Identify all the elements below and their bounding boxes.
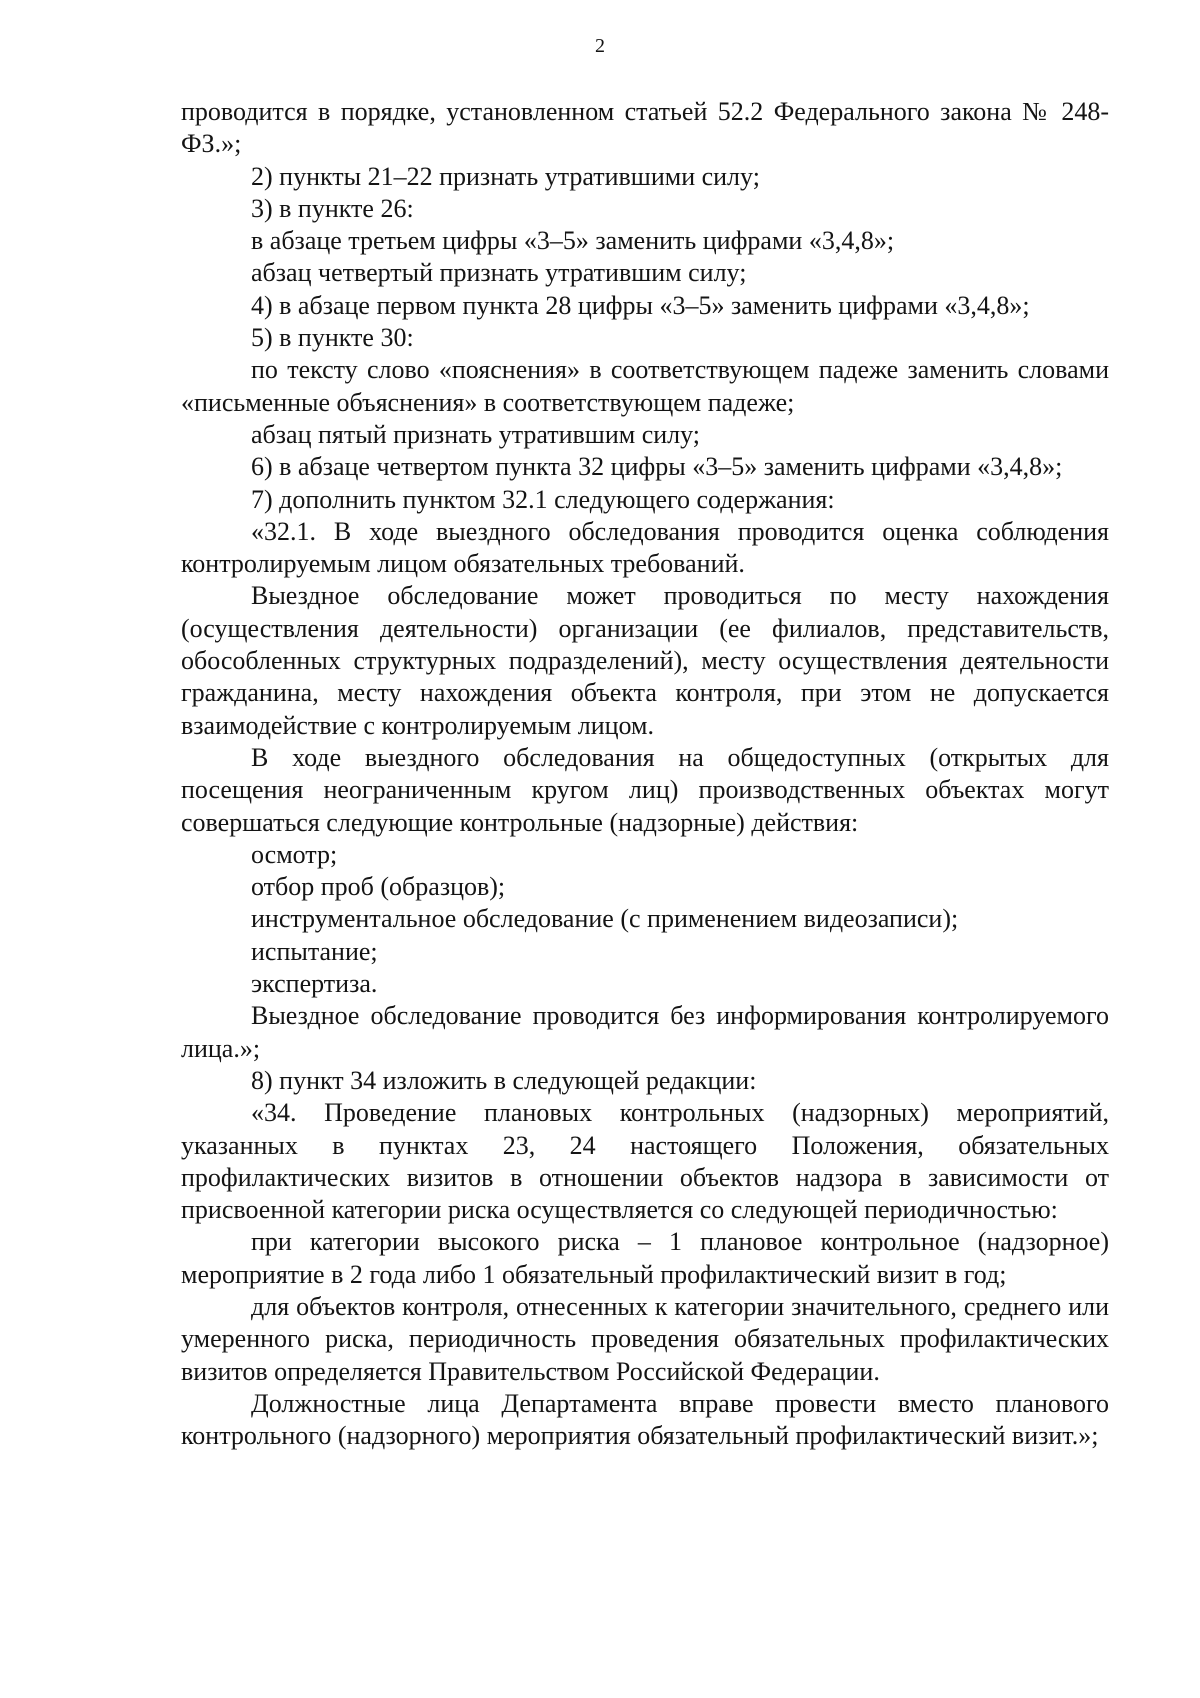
paragraph-item-8: 8) пункт 34 изложить в следующей редакции: [251,1065,757,1095]
paragraph-item-6: 6) в абзаце четвертом пункта 32 цифры «3–5» заменить цифрами «3,4,8»; [251,452,1063,482]
paragraph-continuation: проводится в порядке, установленном статьей 52.2 Федерального закона № 248-ФЗ.»; [181,97,1109,159]
paragraph-point-34: «34. Проведение плановых контрольных (надзорных) мероприятий, указанных в пунктах 23, 24 настоящего Положения, обязательных профилактических визитов в отношении объектов надзора в зависимости от присвоенной категории риска осуществляется со следующей периодичностью: [181,1098,1109,1225]
list-item-sampling: отбор проб (образцов); [251,872,506,902]
paragraph-item-5-b: абзац пятый признать утратившим силу; [251,419,701,449]
paragraph-no-notification: Выездное обследование проводится без информирования контролируемого лица.»; [181,1001,1109,1063]
paragraph-officials: Должностные лица Департамента вправе провести вместо планового контрольного (надзорного) мероприятия обязательный профилактический визит.»; [181,1388,1109,1451]
paragraph-item-2: 2) пункты 21–22 признать утратившими силу; [251,161,760,191]
paragraph-item-5: 5) в пункте 30: [251,323,414,353]
paragraph-inspection-actions: В ходе выездного обследования на общедоступных (открытых для посещения неограниченным кругом лиц) производственных объектах могут совершаться следующие контрольные (надзорные) действия: [181,742,1109,837]
list-item-osmotr: осмотр; [251,839,338,869]
paragraph-high-risk: при категории высокого риска – 1 плановое контрольное (надзорное) мероприятие в 2 года либо 1 обязательный профилактический визит в год; [181,1227,1109,1289]
paragraph-item-3: 3) в пункте 26: [251,193,414,223]
list-item-instrumental: инструментальное обследование (с применением видеозаписи); [251,904,959,934]
paragraph-point-32-1: «32.1. В ходе выездного обследования проводится оценка соблюдения контролируемым лицом обязательных требований. [181,516,1109,579]
paragraph-inspection-location: Выездное обследование может проводиться по месту нахождения (осуществления деятельности) организации (ее филиалов, представительств, обособленных структурных подразделений), месту осуществления деятельности гражданина, месту нахождения объекта контроля, при этом не допускается взаимодействие с контролируемым лицом. [181,581,1109,740]
paragraph-item-7: 7) дополнить пунктом 32.1 следующего содержания: [251,484,835,514]
paragraph-item-5-a: по тексту слово «пояснения» в соответствующем падеже заменить словами «письменные объяснения» в соответствующем падеже; [181,355,1109,417]
paragraph-item-4: 4) в абзаце первом пункта 28 цифры «3–5» заменить цифрами «3,4,8»; [251,290,1030,320]
paragraph-item-3-a: в абзаце третьем цифры «3–5» заменить цифрами «3,4,8»; [251,226,895,256]
page-number: 2 [595,35,605,57]
list-item-testing: испытание; [251,936,378,966]
list-item-expertise: экспертиза. [251,969,378,999]
document-body [181,96,1109,1452]
paragraph-item-3-b: абзац четвертый признать утратившим силу; [251,258,747,288]
paragraph-other-risk: для объектов контроля, отнесенных к категории значительного, среднего или умеренного риска, периодичность проведения обязательных профилактических визитов определяется Правительством Российской Федерации. [181,1291,1109,1386]
